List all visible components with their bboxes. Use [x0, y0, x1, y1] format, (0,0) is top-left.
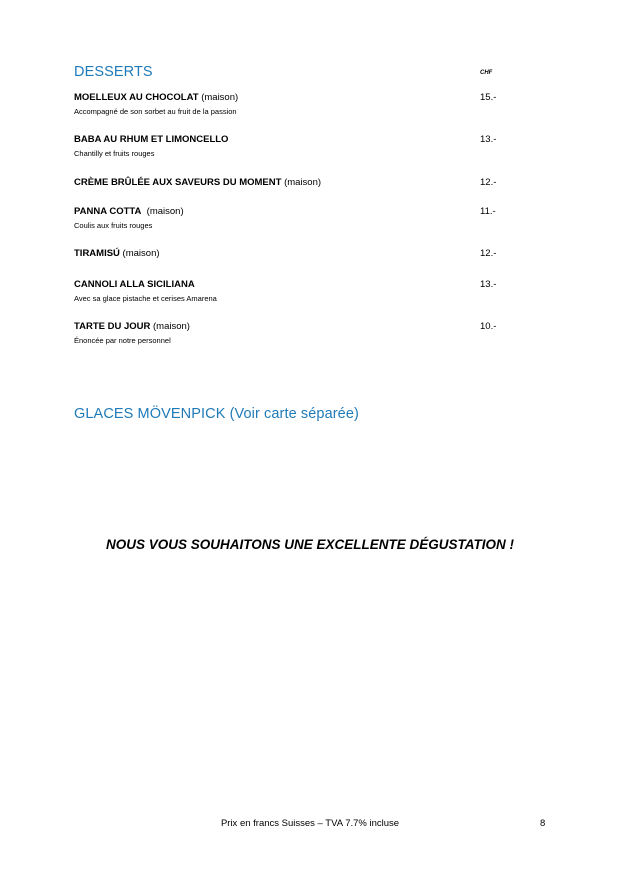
item-name-line	[74, 248, 514, 260]
item-description: Accompagné de son sorbet au fruit de la passion	[74, 107, 237, 116]
item-note: (maison)	[281, 177, 322, 188]
menu-item	[74, 206, 514, 231]
item-price: 15.-	[480, 92, 497, 103]
item-name: CRÈME BRÛLÉE AUX SAVEURS DU MOMENT	[74, 177, 282, 188]
item-name-line	[74, 279, 514, 291]
footer-price-note: Prix en francs Suisses – TVA 7.7% incluse	[220, 818, 400, 829]
item-description: Coulis aux fruits rouges	[74, 221, 153, 230]
item-name-line	[74, 134, 514, 146]
menu-item	[74, 248, 514, 260]
item-name: CANNOLI ALLA SICILIANA	[74, 279, 195, 290]
desserts-section-title: DESSERTS	[74, 64, 153, 80]
glaces-section-title: GLACES MÖVENPICK (Voir carte séparée)	[74, 406, 359, 422]
item-price: 13.-	[480, 134, 497, 145]
item-name: TARTE DU JOUR	[74, 321, 151, 332]
currency-label: CHF	[480, 70, 493, 76]
item-price: 12.-	[480, 248, 497, 259]
item-note: (maison)	[150, 321, 190, 332]
item-name-line	[74, 321, 514, 333]
item-note: (maison)	[141, 206, 184, 217]
item-price: 11.-	[480, 206, 496, 217]
item-name: TIRAMISÚ	[74, 248, 120, 259]
closing-message: NOUS VOUS SOUHAITONS UNE EXCELLENTE DÉGUSTATION !	[105, 537, 515, 552]
item-price: 13.-	[480, 279, 497, 290]
menu-item	[74, 134, 514, 159]
item-note: (maison)	[198, 92, 239, 103]
item-description: Avec sa glace pistache et cerises Amarena	[74, 294, 217, 303]
item-name-line	[74, 177, 514, 189]
item-note: (maison)	[119, 248, 160, 259]
item-name: MOELLEUX AU CHOCOLAT	[74, 92, 199, 103]
menu-item	[74, 279, 514, 304]
item-description: Énoncée par notre personnel	[74, 336, 171, 345]
page-number: 8	[540, 818, 546, 829]
item-description: Chantilly et fruits rouges	[74, 149, 155, 158]
menu-item	[74, 177, 514, 189]
menu-item	[74, 92, 514, 117]
item-name: BABA AU RHUM ET LIMONCELLO	[74, 134, 229, 145]
item-price: 12.-	[480, 177, 497, 188]
item-price: 10.-	[480, 321, 497, 332]
item-name: PANNA COTTA	[74, 206, 142, 217]
item-name-line	[74, 206, 514, 218]
menu-item	[74, 321, 514, 346]
item-name-line	[74, 92, 514, 104]
